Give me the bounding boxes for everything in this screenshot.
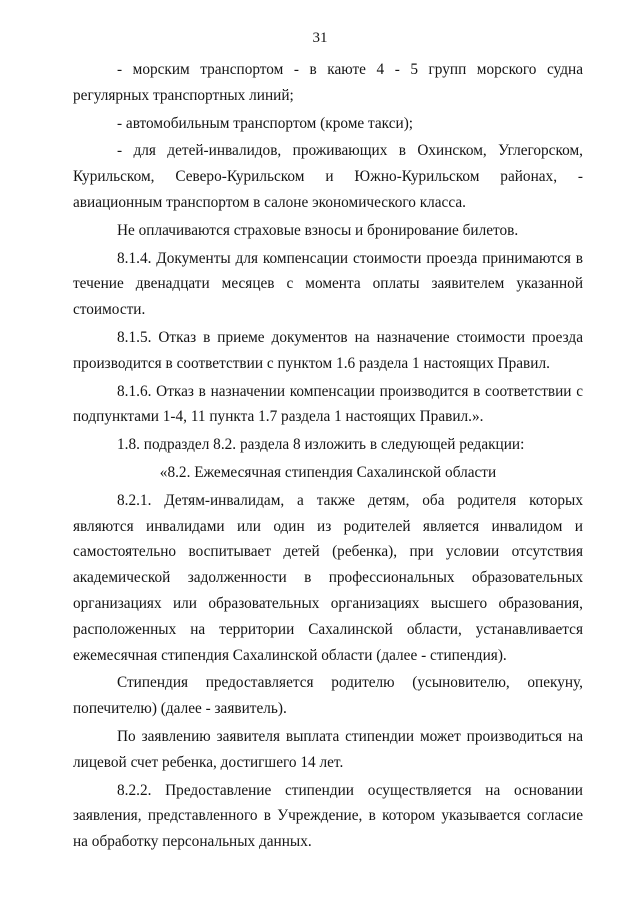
paragraph: 8.1.6. Отказ в назначении компенсации производится в соответствии с подпунктами 1-4, 11 пункта 1.7 раздела 1 настоящих Правил.». [73,382,583,426]
paragraph: - для детей-инвалидов, проживающих в Охинском, Углегорском, Курильском, Северо-Курильском и Южно-Курильском районах, - [73,142,583,186]
paragraph: 8.2.2. Предоставление стипендии осуществляется на основании заявления, представленного в Учреждение, в котором указывается согласие на обработку персональных данных. [73,781,583,851]
paragraph: 8.1.4. Документы для компенсации стоимости проезда принимаются в течение двенадцати месяцев с момента оплаты заявителем указанной стоимости. [73,249,583,319]
paragraph: - морским транспортом - в каюте 4 - 5 групп морского судна регулярных транспортных линий; [73,61,583,104]
paragraph: 1.8. подраздел 8.2. раздела 8 изложить в следующей редакции: [117,436,525,454]
paragraph: авиационным транспортом в салоне экономического класса. [73,193,466,211]
paragraph: - автомобильным транспортом (кроме такси); [117,114,414,132]
paragraph: По заявлению заявителя выплата стипендии может производиться на лицевой счет ребенка, достигшего 14 лет. [73,727,583,771]
section-heading: «8.2. Ежемесячная стипендия Сахалинской области [159,463,497,481]
paragraph: 8.2.1. Детям-инвалидам, а также детям, оба родителя которых являются инвалидами или один из родителей является инвалидом и самостоятельно воспитывает детей (ребенка), при условии отсутствия академической задолженности в профессиональных образовательных организациях или образовательных организациях высшего образования, расположенных на территории Сахалинской области, устанавливается ежемесячная стипендия Сахалинской области (далее - стипендия). [73,491,583,664]
paragraph: Не оплачиваются страховые взносы и бронирование билетов. [117,221,519,239]
document-body [73,57,583,855]
paragraph: Стипендия предоставляется родителю (усыновителю, опекуну, попечителю) (далее - заявитель). [73,674,583,718]
paragraph: 8.1.5. Отказ в приеме документов на назначение стоимости проезда производится в соответствии с пунктом 1.6 раздела 1 настоящих Правил. [73,328,583,372]
page-number: 31 [312,30,328,46]
